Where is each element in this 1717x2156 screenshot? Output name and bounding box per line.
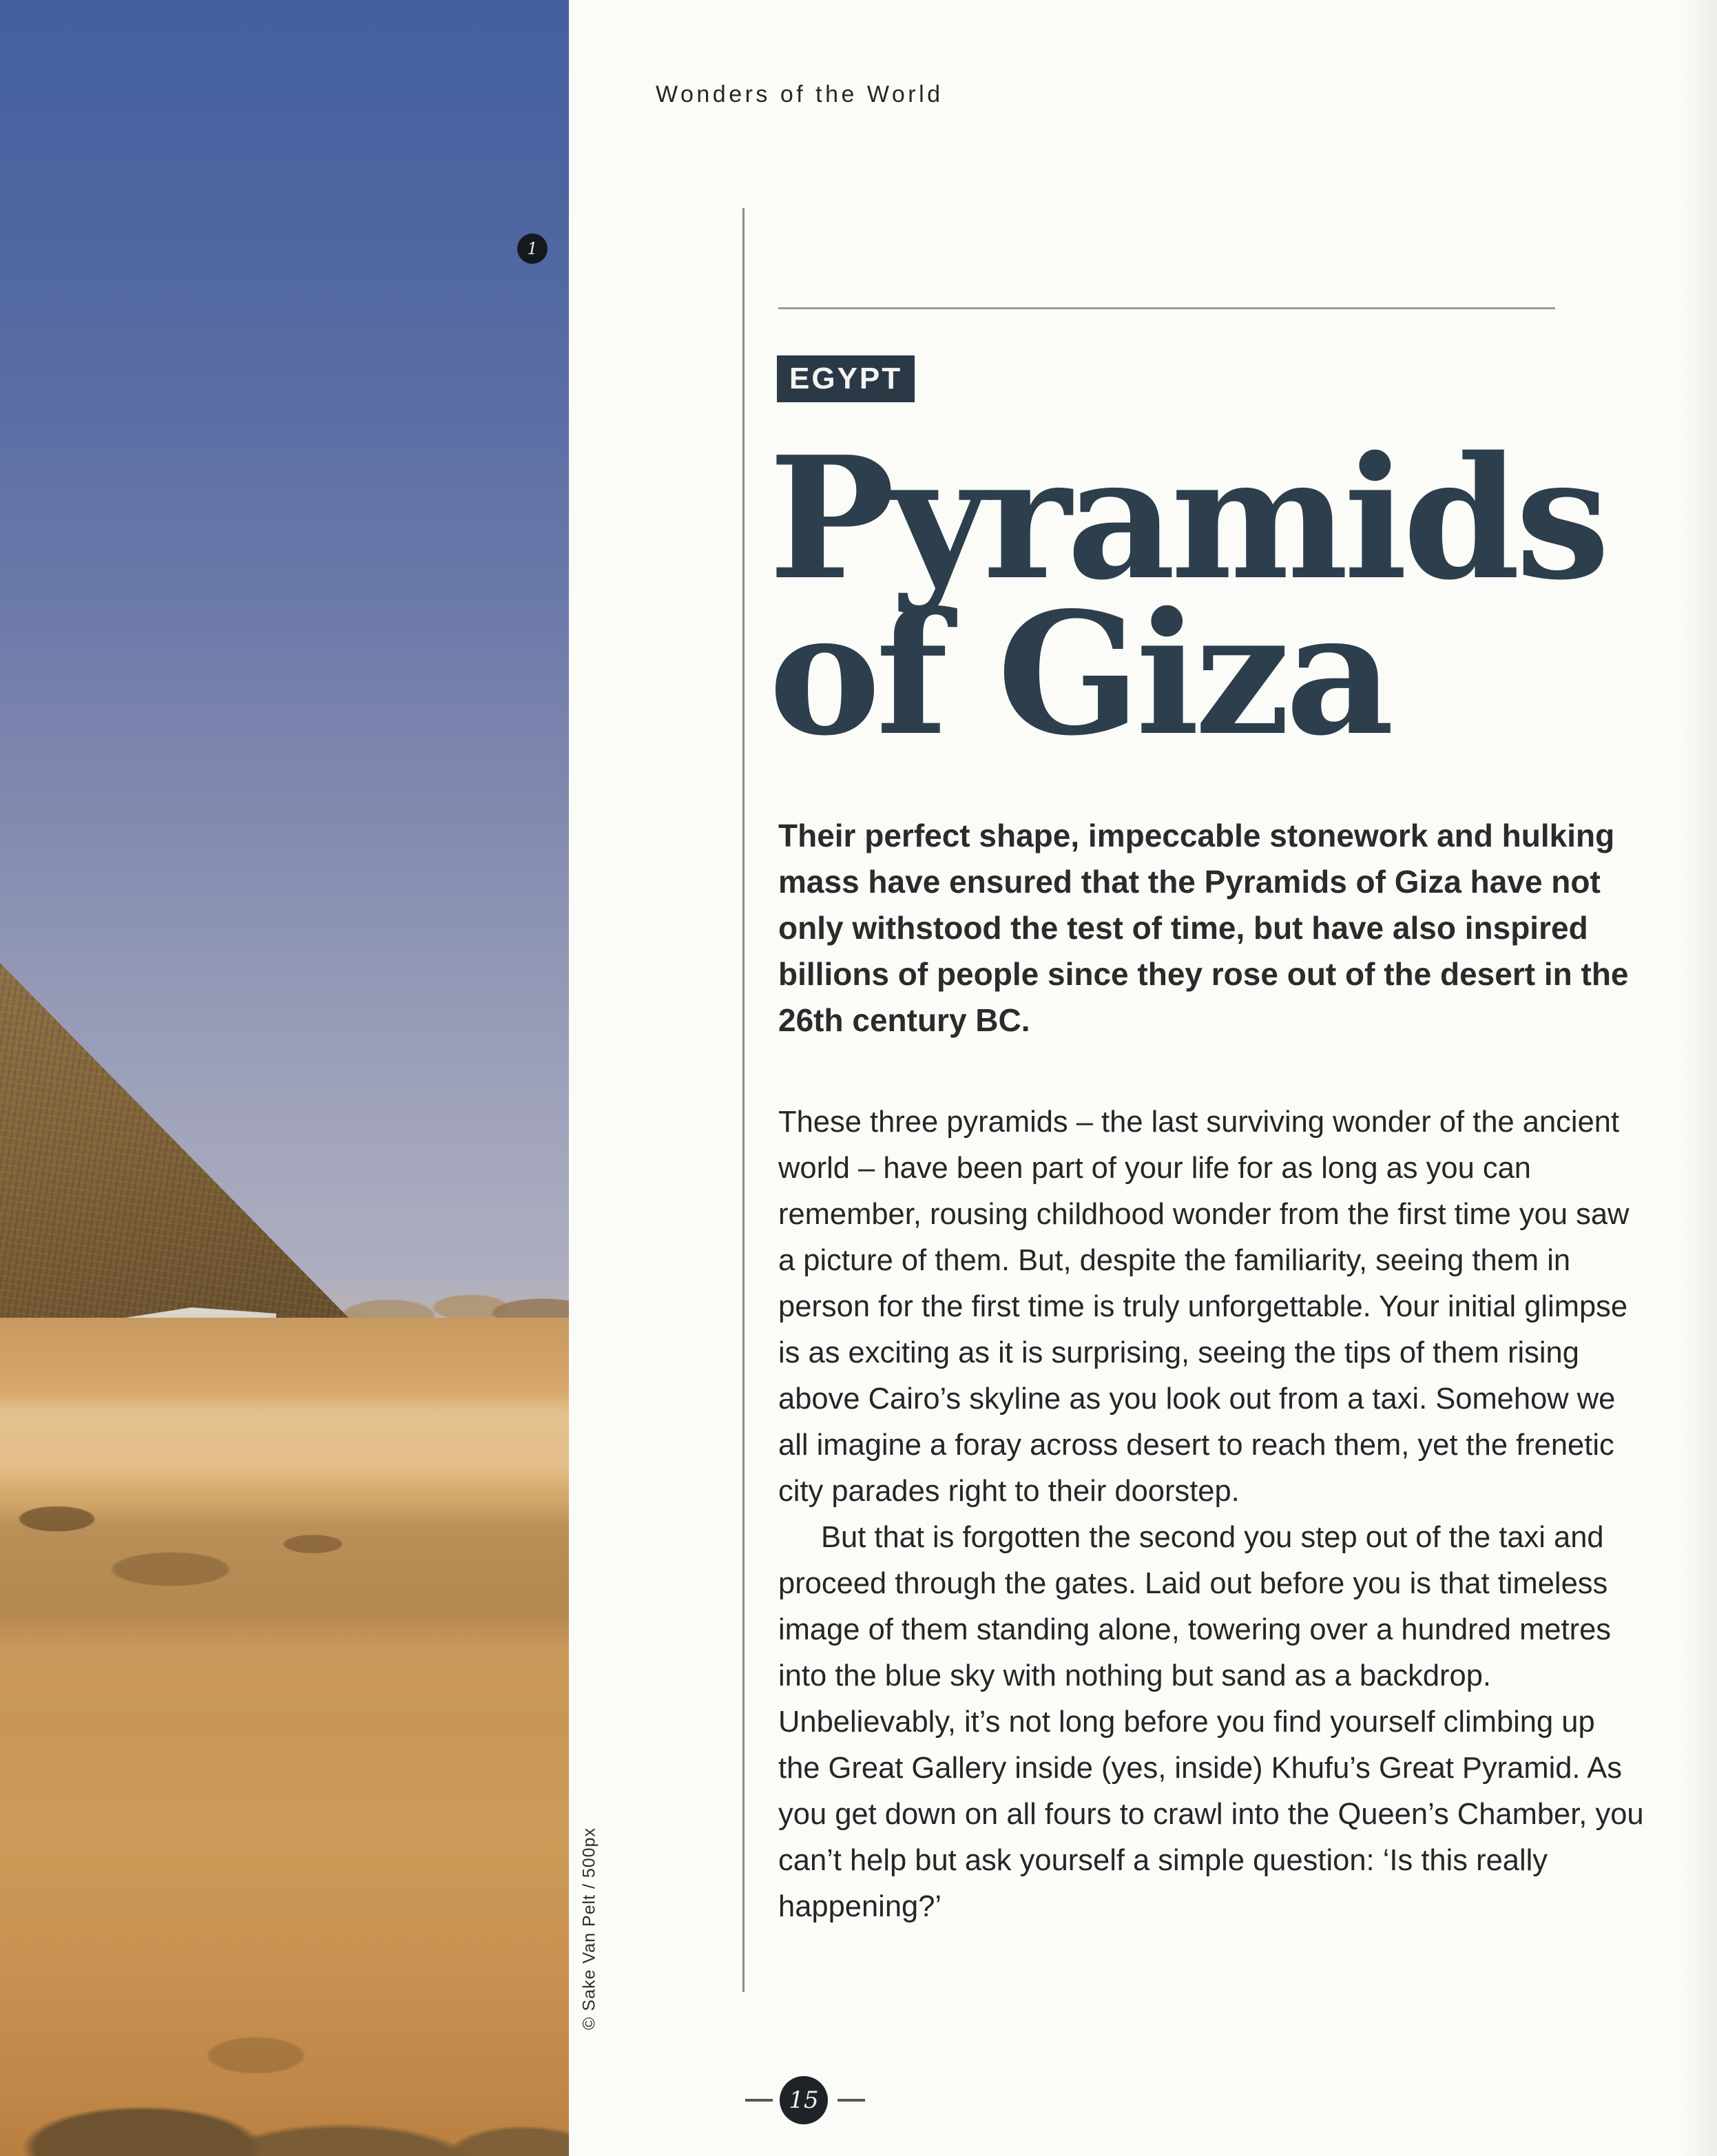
pyramid-photo [0, 0, 569, 2156]
article-title-line2: of Giza [769, 575, 1390, 773]
photo-marker-badge [517, 234, 548, 264]
photo-marker-label: 1 [527, 239, 538, 258]
article-body [778, 1099, 1645, 1930]
article-body-paragraph-1: These three pyramids – the last surviving wonder of the ancient world – have been part of your life for as long as you can remember, rousing childhood wonder from the first time you saw a picture of them. But, despite the familiarity, seeing them in person for the first time is truly unforgettable. Your initial glimpse is as exciting as it is surprising, seeing the tips of them rising above Cairo’s skyline as you look out from a taxi. Somehow we all imagine a foray across desert to reach them, yet the frenetic city parades right to their doorstep. [778, 1106, 1630, 1508]
country-tag-label: EGYPT [789, 362, 903, 395]
page-number: 15 [789, 2086, 819, 2114]
photo-credit: © Sake Van Pelt / 500px [579, 1827, 599, 2030]
folio-circle [780, 2076, 828, 2124]
running-head: Wonders of the World [656, 81, 944, 107]
page-edge-shading [1676, 0, 1717, 2156]
article-body-paragraph-2: But that is forgotten the second you step out of the taxi and proceed through the gates. Laid out before you is that timeless image of them standing alone, towering over a hundred metres into the blue sky with nothing but sand as a backdrop. Unbelievably, it’s not long before you find yourself climbing up the Great Gallery inside (yes, inside) Khufu’s Great Pyramid. As you get down on all fours to crawl into the Queen’s Chamber, you can’t help but ask yourself a simple question: ‘Is this really happening?’ [778, 1521, 1644, 1923]
vertical-rule [742, 208, 745, 1992]
horizontal-rule [778, 307, 1555, 309]
folio-dash-left [745, 2099, 773, 2102]
photo-desert-sand [0, 1318, 569, 2156]
folio-dash-right [837, 2099, 865, 2102]
country-tag-badge [777, 355, 915, 402]
article-standfirst: Their perfect shape, impeccable stonework and hulking mass have ensured that the Pyramids of Giza have not only withstood the test of time, but have also inspired billions of people since they rose out of the desert in the 26th century BC. [778, 818, 1629, 1038]
article-title [769, 419, 1605, 773]
article-title-line1: Pyramids [769, 419, 1605, 617]
